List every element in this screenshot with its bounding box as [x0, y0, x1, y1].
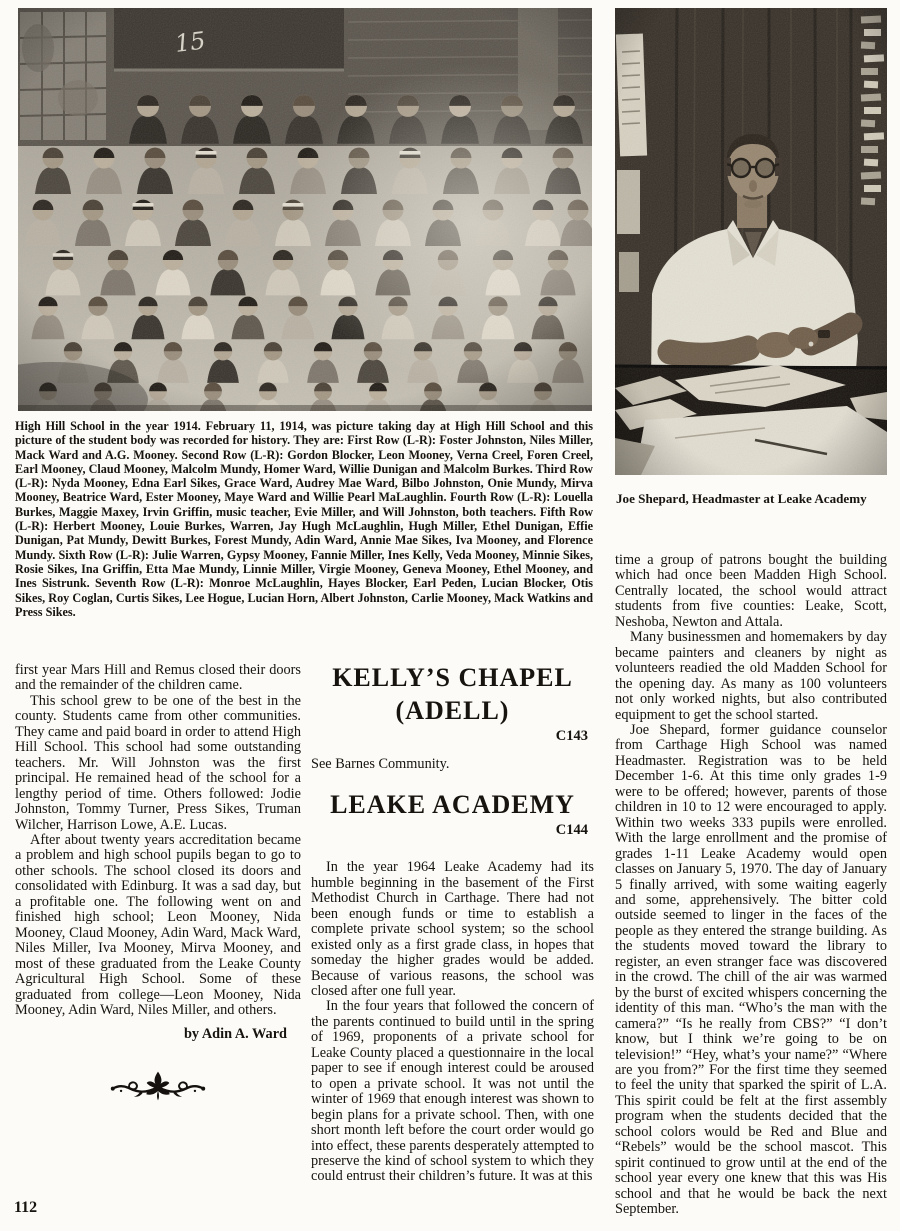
page-number: 112 [14, 1199, 38, 1216]
section-heading-kellys-chapel [311, 661, 594, 727]
fleuron-icon [109, 1070, 207, 1102]
group-photo-image [18, 8, 592, 411]
headmaster-photo [615, 8, 887, 475]
paragraph: In the year 1964 Leake Academy had its humble beginning in the basement of the First Methodist Church in Carthage. There had not been enough funds or time to establish a complete private school system; so the school existed only as a first grade class, in hopes that someday the higher grades would be added. Because of various reasons, the school was closed after one full year. [311, 859, 594, 999]
paragraph: After about twenty years accreditation became a problem and high school pupils began to go to other schools. The school closed its doors and consolidated with Edinburg. It was a sad day, but a profitable one. The following went on and finished high school; Leon Mooney, Nida Mooney, Claud Mooney, Adin Ward, Mack Ward, Niles Miller, Iva Mooney, Mirva Mooney, and most of these graduated from the Leake County Agricultural High School. Some of these graduated from college—Leon Mooney, Nida Mooney, Adin Ward, Niles Miller, and others. [15, 831, 301, 1018]
headmaster-photo-image [615, 8, 887, 475]
group-photo-caption: High Hill School in the year 1914. February 11, 1914, was picture taking day at High Hill School and this picture of the student body was recorded for history. They are: First Row (L-R): Foster Johnston, Niles Miller, Mack Ward and A.G. Mooney. Second Row (L-R): Gordon Blocker, Leon Mooney, Verna Creel, Foren Creel, Earl Mooney, Claud Mooney, Malcolm Mundy, Homer Ward, Willie Dunigan and Malcolm Burkes. Third Row (L-R): Nyda Mooney, Edna Earl Sikes, Grace Ward, Audrey Mae Ward, Bilbo Johnston, Onie Mundy, Mirva Mooney, Beatrice Ward, Ester Mooney, Maye Ward and Willie Pearl MaLaughlin. Fourth Row (L-R): Louella Burkes, Maggie Maxey, Irvin Griffin, music teacher, Evie Miller, and Will Johnston, both teachers. Fifth Row (L-R): Herbert Mooney, Louie Burkes, Warren, Jay Hugh McLaughlin, Hugh Miller, Ethel Dunigan, Effie Dunigan, Pat Mundy, Dewitt Burkes, Forest Mundy, Adin Ward, Annie Mae Sikes, Iva Mooney, and Florence Mundy. Sixth Row (L-R): Julie Warren, Gypsy Mooney, Fannie Miller, Ines Kelly, Veda Mooney, Minnie Sikes, Rosie Sikes, Ina Griffin, Etta Mae Mundy, Linnie Miller, Virgie Mooney, Geneva Mooney, Ethel Mooney, and Ines Sistrunk. Seventh Row (L-R): Monroe McLaughlin, Hayes Blocker, Earl Peden, Lucian Blocker, Otis Sikes, Roy Coglan, Curtis Sikes, Lee Hogue, Lucian Horn, Albert Johnston, Carlie Mooney, Mack Watkins and Press Sikes. [15, 419, 593, 619]
cross-reference: See Barnes Community. [311, 756, 450, 773]
heading-line: (ADELL) [395, 696, 510, 725]
headmaster-photo-caption: Joe Shepard, Headmaster at Leake Academy [616, 491, 867, 506]
paragraph: Many businessmen and homemakers by day became painters and cleaners by night as volunteers readied the old Madden School for the opening day. As many as 100 volunteers not only worked nights, but also contributed equipment to get the school started. [615, 629, 887, 723]
paragraph: In the four years that followed the concern of the parents continued to build until in the spring of 1969, proponents of a private school for Leake County placed a questionnaire in the local paper to see if enough interest could be aroused to open a private school. It was not until the winter of 1969 that enough interest was shown to begin plans for a private school. Then, with one short month left before the court order would go into effect, these parents desperately attempted to preserve the kind of school system to which they could entrust their children’s future. It was at this [311, 998, 594, 1185]
heading-line: KELLY’S CHAPEL [332, 663, 573, 692]
paragraph: This school grew to be one of the best in the county. Students came from other communities. They came and paid board in order to attend High Hill School. This school had some outstanding teachers. Mr. Will Johnston was the first principal. He remained head of the school for a lengthy period of time. Others followed: Jodie Johnston, Tommy Turner, Press Sikes, Truman Wilcher, Harrison Lowe, A.E. Lucas. [15, 692, 301, 833]
paragraph: Joe Shepard, former guidance counselor from Carthage High School was named Headmaster. Registration was to be held December 1-6. At this time only grades 1-9 were to be offered; however, parents of those children in 10 to 12 were encouraged to apply. Within two weeks 333 pupils were enrolled. With the large enrollment and the promise of grades 1-11 Leake Academy would open classes on January 5, 1970. The day of January 5 finally arrived, with some waiting eagerly and some, apprehensively. The bitter cold outside seemed to linger in the faces of the people as they entered the strange building. As the students moved toward the library to register, an even stranger face was discovered in the crowd. The chill of the air was warmed by the burst of excited whispers concerning the identity of this man. “Who’s the man with the camera?” “Is he really from CBS?” “I don’t know, but I think we’re going to be on television!” “Hey, what’s your name?” “Where are you from?” For the first time they seemed to feel the unity that sparked the spirit of L.A. This spirit could be felt at the first assembly program when the students decided that the school colors would be Red and Blue and “Rebels” would be the school mascot. This spirit continued to grow until at the end of the school year every one knew that this was His school and that he would be back the next September. [615, 721, 887, 1218]
middle-column [311, 661, 594, 1185]
section-code: C143 [555, 728, 588, 744]
byline: by Adin A. Ward [183, 1026, 287, 1043]
section-code: C144 [555, 821, 588, 838]
group-photo [18, 8, 592, 411]
right-column [615, 553, 887, 1217]
left-column [15, 663, 301, 1106]
paragraph: time a group of patrons bought the building which had once been Madden High School. Centrally located, the school would attract students from five counties: Leake, Scott, Neshoba, Newton and Attala. [615, 552, 887, 630]
paragraph: first year Mars Hill and Remus closed their doors and the remainder of the children came. [15, 662, 301, 694]
fleuron-ornament [15, 1070, 301, 1106]
section-heading-leake-academy: LEAKE ACADEMY [330, 789, 575, 819]
